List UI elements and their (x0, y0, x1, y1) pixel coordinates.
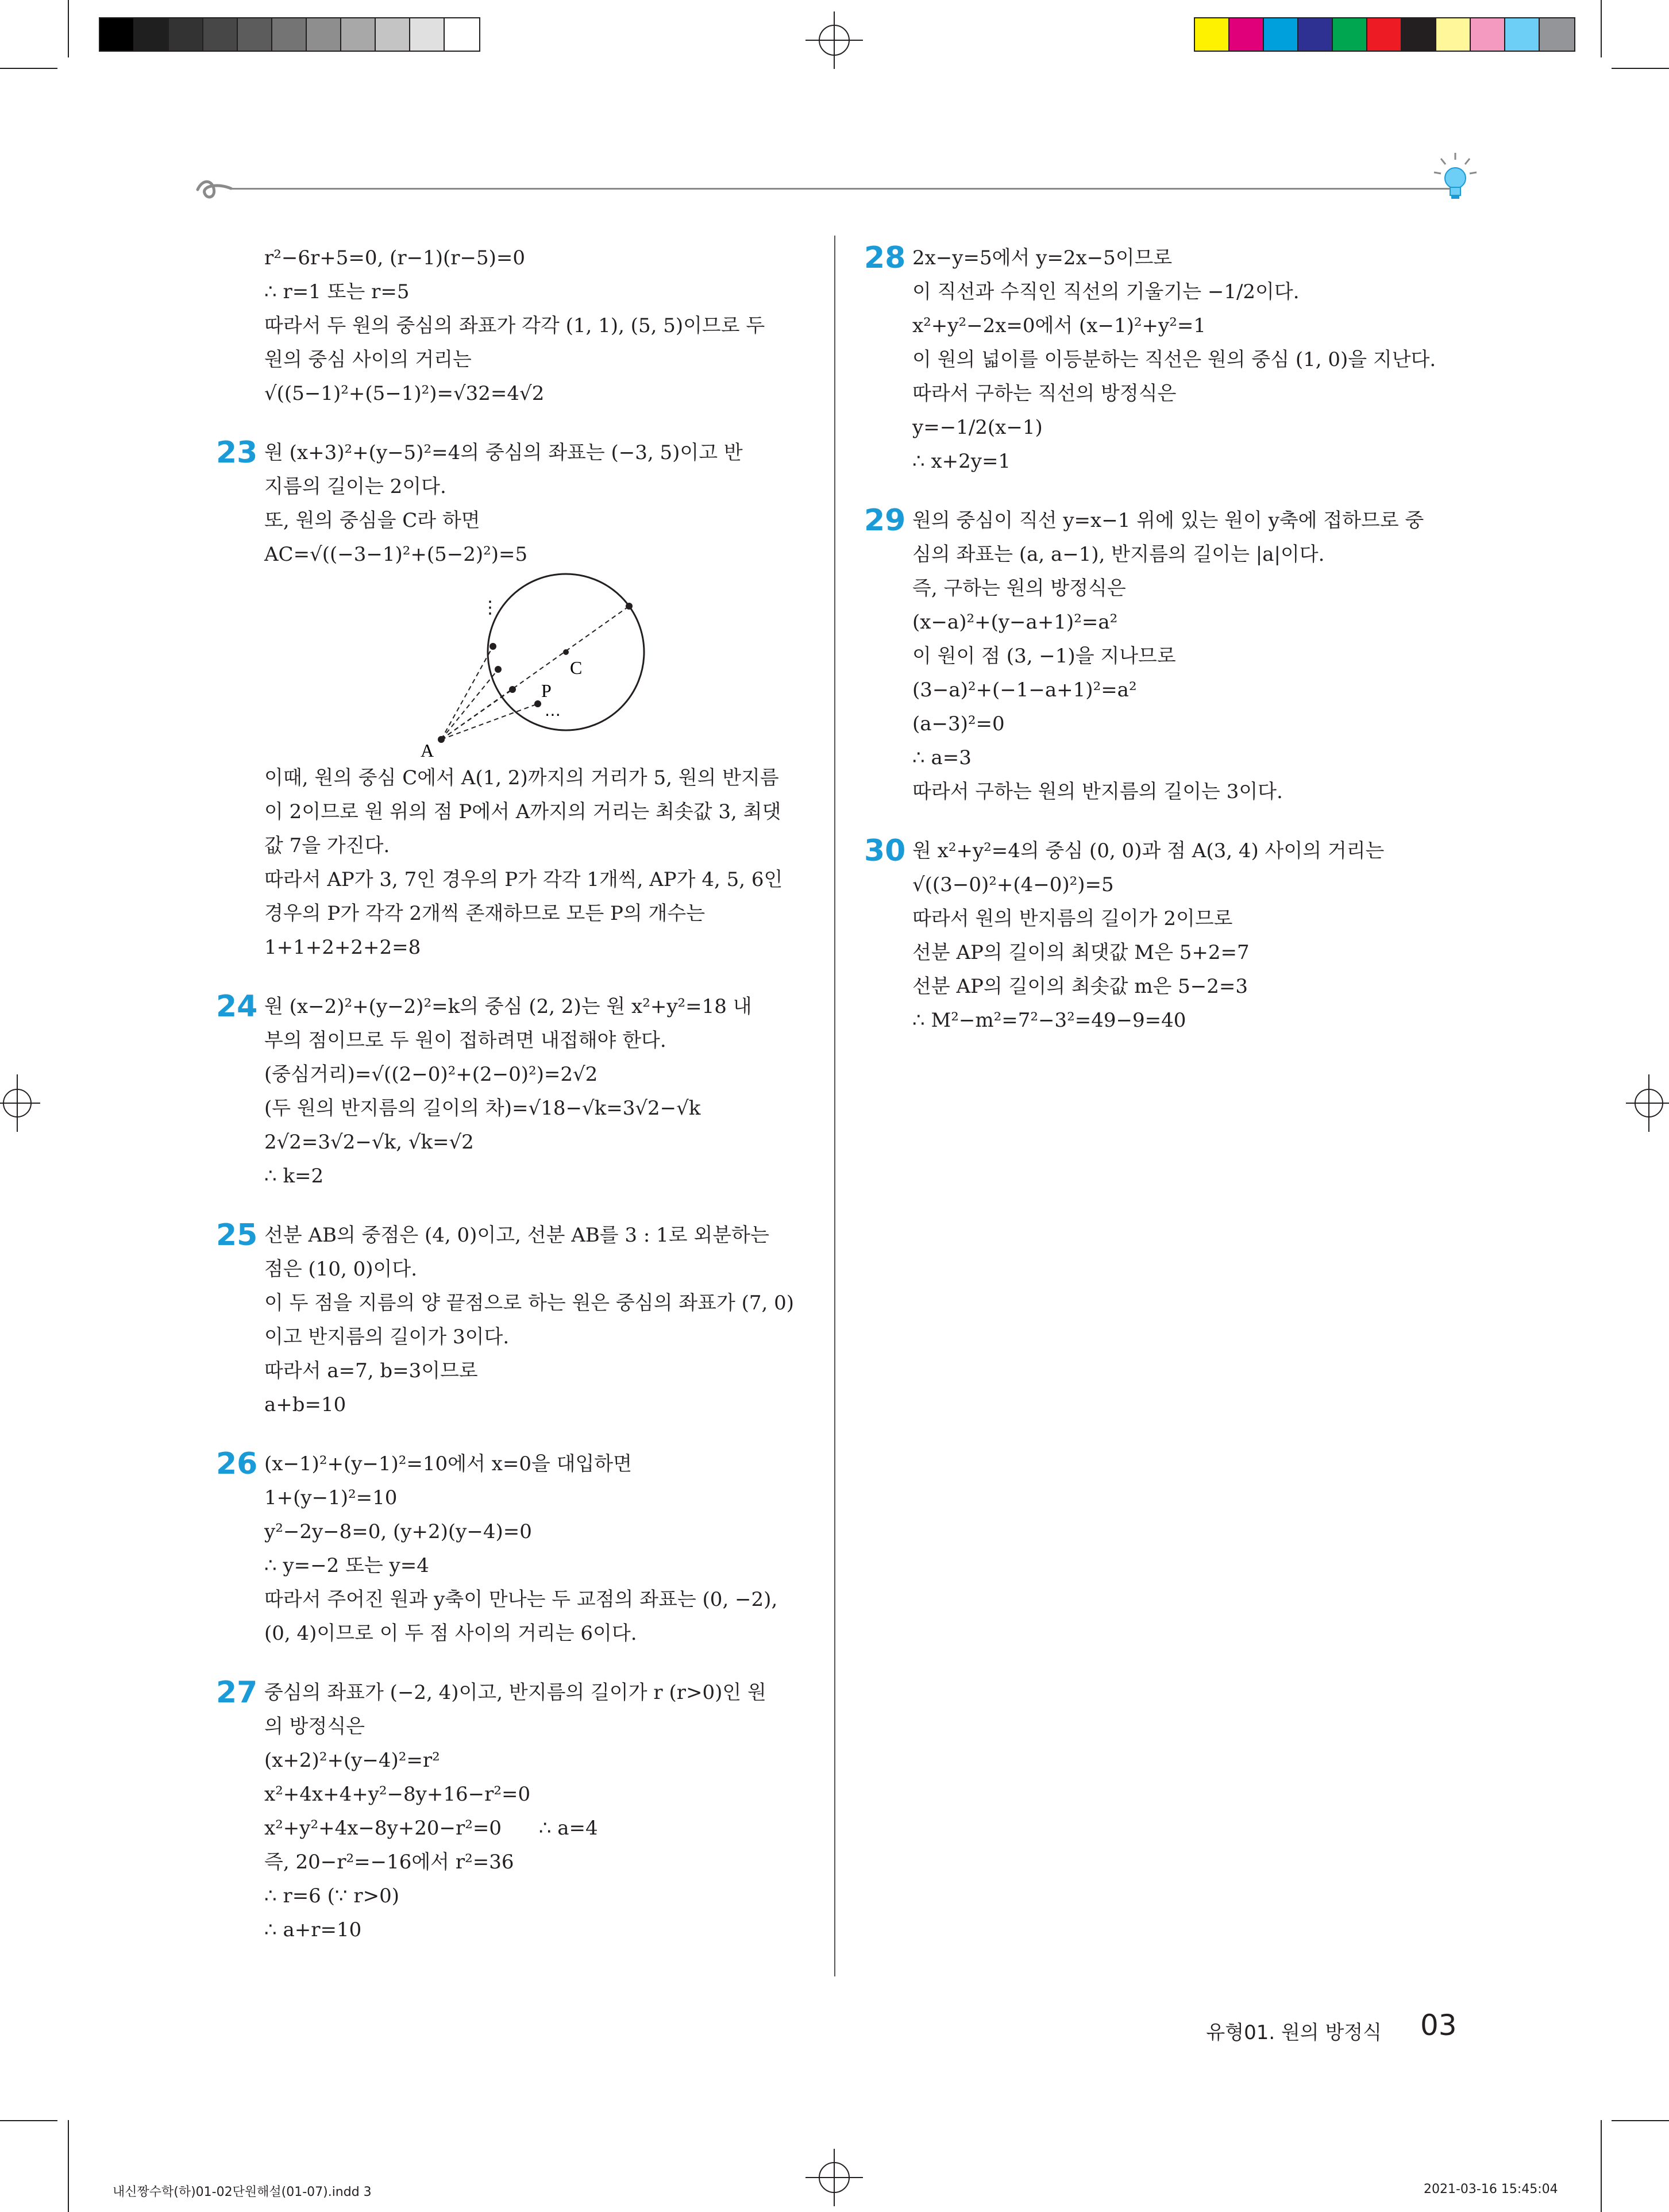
solution-line: 따라서 주어진 원과 y축이 만나는 두 교점의 좌표는 (0, −2), (264, 1588, 778, 1611)
point-p-label: P (541, 680, 552, 701)
solution-line: (x+2)²+(y−4)²=r² (264, 1749, 440, 1772)
gray-swatch (100, 18, 134, 51)
solution-line: 원의 중심 사이의 거리는 (264, 348, 472, 371)
circle-figure (264, 572, 804, 761)
solution-line: 원 x²+y²=4의 중심 (0, 0)과 점 A(3, 4) 사이의 거리는 (912, 839, 1385, 862)
left-column (216, 241, 804, 1972)
column-divider (834, 236, 835, 1976)
center-c-label: C (570, 657, 583, 678)
solution-line: 이 원이 점 (3, −1)을 지나므로 (912, 645, 1176, 668)
solution-line: (두 원의 반지름의 길이의 차)=√18−√k=3√2−√k (264, 1097, 701, 1120)
gray-swatch (445, 18, 479, 51)
color-swatch (1298, 18, 1333, 51)
solution-line: 선분 AP의 길이의 최댓값 M은 5+2=7 (912, 941, 1250, 964)
solution-line: 따라서 구하는 원의 반지름의 길이는 3이다. (912, 780, 1283, 803)
solution-line: ∴ M²−m²=7²−3²=49−9=40 (912, 1009, 1186, 1032)
solution-line: 이 2이므로 원 위의 점 P에서 A까지의 거리는 최솟값 3, 최댓 (264, 800, 781, 823)
problem-number: 29 (864, 503, 906, 538)
problem-number: 27 (216, 1675, 258, 1710)
section-label: 유형01. 원의 방정식 (1206, 2021, 1382, 2044)
solution-line: x²+4x+4+y²−8y+16−r²=0 (264, 1783, 531, 1806)
page-number: 03 (1420, 2009, 1457, 2042)
solution-line: AC=√((−3−1)²+(5−2)²)=5 (264, 543, 528, 566)
solution-line: ∴ k=2 (264, 1165, 324, 1188)
gray-swatch (238, 18, 272, 51)
slug-filename: 내신짱수학(하)01-02단원해설(01-07).indd 3 (113, 2185, 372, 2199)
solution-line: r²−6r+5=0, (r−1)(r−5)=0 (264, 246, 526, 269)
solution-line: (a−3)²=0 (912, 712, 1005, 735)
solution-line: x²+y²+4x−8y+20−r²=0 ∴ a=4 (264, 1817, 598, 1840)
gray-swatch (134, 18, 169, 51)
lightbulb-icon (1429, 149, 1481, 207)
solution-line: 선분 AB의 중점은 (4, 0)이고, 선분 AB를 3 : 1로 외분하는 (264, 1224, 769, 1247)
gray-swatch (169, 18, 203, 51)
problem-28 (864, 241, 1464, 479)
solution-line: 따라서 두 원의 중심의 좌표가 각각 (1, 1), (5, 5)이므로 두 (264, 314, 765, 337)
solution-line: ∴ a=3 (912, 746, 972, 769)
registration-mark-right (1620, 1074, 1669, 1132)
solution-line: ∴ a+r=10 (264, 1918, 362, 1941)
color-swatch (1402, 18, 1436, 51)
gray-swatch (307, 18, 341, 51)
registration-mark-left (0, 1074, 46, 1132)
slug-timestamp: 2021-03-16 15:45:04 (1424, 2182, 1558, 2196)
problem-24 (216, 989, 804, 1193)
solution-line: 원 (x−2)²+(y−2)²=k의 중심 (2, 2)는 원 x²+y²=18 내 (264, 995, 752, 1018)
gray-swatch (410, 18, 445, 51)
solution-line: 또, 원의 중심을 C라 하면 (264, 509, 480, 532)
point-a-label: A (421, 740, 434, 761)
problem-number: 30 (864, 834, 906, 868)
color-swatch (1264, 18, 1298, 51)
solution-line: ∴ r=6 (∵ r>0) (264, 1885, 399, 1907)
solution-line: 선분 AP의 길이의 최솟값 m은 5−2=3 (912, 975, 1248, 998)
solution-line: 즉, 20−r²=−16에서 r²=36 (264, 1851, 514, 1874)
solution-line: 이 두 점을 지름의 양 끝점으로 하는 원은 중심의 좌표가 (7, 0) (264, 1292, 795, 1315)
problem-number: 24 (216, 989, 258, 1024)
solution-line: 따라서 AP가 3, 7인 경우의 P가 각각 1개씩, AP가 4, 5, 6인 (264, 868, 783, 891)
solution-line: (3−a)²+(−1−a+1)²=a² (912, 679, 1137, 702)
solution-line: 따라서 구하는 직선의 방정식은 (912, 382, 1177, 405)
right-column (864, 241, 1464, 1063)
problem-27 (216, 1675, 804, 1947)
grayscale-bar (99, 17, 480, 52)
color-swatch (1195, 18, 1229, 51)
solution-line: (x−a)²+(y−a+1)²=a² (912, 611, 1118, 634)
solution-line: 지름의 길이는 2이다. (264, 475, 446, 498)
problem-number: 26 (216, 1447, 258, 1481)
solution-line: 점은 (10, 0)이다. (264, 1258, 418, 1281)
solution-line: 이고 반지름의 길이가 3이다. (264, 1325, 510, 1348)
header-rule (230, 188, 1454, 190)
gray-swatch (341, 18, 376, 51)
problem-26 (216, 1447, 804, 1651)
solution-line: ∴ r=1 또는 r=5 (264, 280, 410, 303)
solution-line: 따라서 a=7, b=3이므로 (264, 1359, 478, 1382)
solution-line: 이때, 원의 중심 C에서 A(1, 2)까지의 거리가 5, 원의 반지름 (264, 766, 779, 789)
problem-number: 25 (216, 1218, 258, 1253)
registration-mark-top (805, 11, 863, 69)
ribbon-icon (194, 176, 234, 203)
gray-swatch (203, 18, 238, 51)
color-swatch (1333, 18, 1367, 51)
ellipsis-top: ⋮ (481, 598, 499, 618)
solution-line: y=−1/2(x−1) (912, 416, 1043, 439)
problem-number: 23 (216, 436, 258, 470)
solution-line: a+b=10 (264, 1393, 346, 1416)
solution-line: √((5−1)²+(5−1)²)=√32=4√2 (264, 382, 545, 405)
solution-line: 이 원의 넓이를 이등분하는 직선은 원의 중심 (1, 0)을 지난다. (912, 348, 1436, 371)
solution-line: 원의 중심이 직선 y=x−1 위에 있는 원이 y축에 접하므로 중 (912, 509, 1424, 532)
solution-line: x²+y²−2x=0에서 (x−1)²+y²=1 (912, 314, 1206, 337)
solution-line: (0, 4)이므로 이 두 점 사이의 거리는 6이다. (264, 1622, 637, 1645)
solution-line: 1+1+2+2+2=8 (264, 936, 421, 959)
solution-line: 즉, 구하는 원의 방정식은 (912, 577, 1126, 600)
solution-line: 2√2=3√2−√k, √k=√2 (264, 1131, 474, 1154)
solution-line: 1+(y−1)²=10 (264, 1486, 398, 1509)
solution-line: ∴ x+2y=1 (912, 450, 1011, 473)
color-swatch (1540, 18, 1574, 51)
gray-swatch (376, 18, 410, 51)
solution-line: √((3−0)²+(4−0)²)=5 (912, 873, 1114, 896)
solution-line: 의 방정식은 (264, 1715, 365, 1738)
solution-line: 중심의 좌표가 (−2, 4)이고, 반지름의 길이가 r (r>0)인 원 (264, 1681, 766, 1704)
color-swatch (1505, 18, 1540, 51)
solution-line: ∴ y=−2 또는 y=4 (264, 1554, 429, 1577)
solution-line: 따라서 원의 반지름의 길이가 2이므로 (912, 907, 1233, 930)
registration-mark-bottom (805, 2149, 863, 2206)
ellipsis-bottom: ⋯ (545, 705, 561, 724)
solution-line: 2x−y=5에서 y=2x−5이므로 (912, 246, 1173, 269)
solution-line: 경우의 P가 각각 2개씩 존재하므로 모든 P의 개수는 (264, 902, 706, 925)
circle-diagram (264, 572, 804, 761)
color-swatch (1436, 18, 1471, 51)
solution-line: 심의 좌표는 (a, a−1), 반지름의 길이는 |a|이다. (912, 543, 1325, 566)
problem-30 (864, 834, 1464, 1038)
solution-line: (x−1)²+(y−1)²=10에서 x=0을 대입하면 (264, 1452, 632, 1475)
problem-29 (864, 503, 1464, 809)
problem-25 (216, 1218, 804, 1422)
color-swatch (1367, 18, 1402, 51)
solution-line: y²−2y−8=0, (y+2)(y−4)=0 (264, 1520, 532, 1543)
gray-swatch (272, 18, 307, 51)
color-bar (1194, 17, 1575, 52)
solution-line: (중심거리)=√((2−0)²+(2−0)²)=2√2 (264, 1063, 598, 1086)
solution-line: 원 (x+3)²+(y−5)²=4의 중심의 좌표는 (−3, 5)이고 반 (264, 441, 743, 464)
color-swatch (1229, 18, 1264, 51)
solution-line: 부의 점이므로 두 원이 접하려면 내접해야 한다. (264, 1029, 666, 1052)
problem-23 (216, 436, 804, 965)
prev-solution-continuation (264, 241, 804, 411)
color-swatch (1471, 18, 1505, 51)
problem-number: 28 (864, 241, 906, 275)
solution-line: 값 7을 가진다. (264, 834, 390, 857)
solution-line: 이 직선과 수직인 직선의 기울기는 −1/2이다. (912, 280, 1300, 303)
